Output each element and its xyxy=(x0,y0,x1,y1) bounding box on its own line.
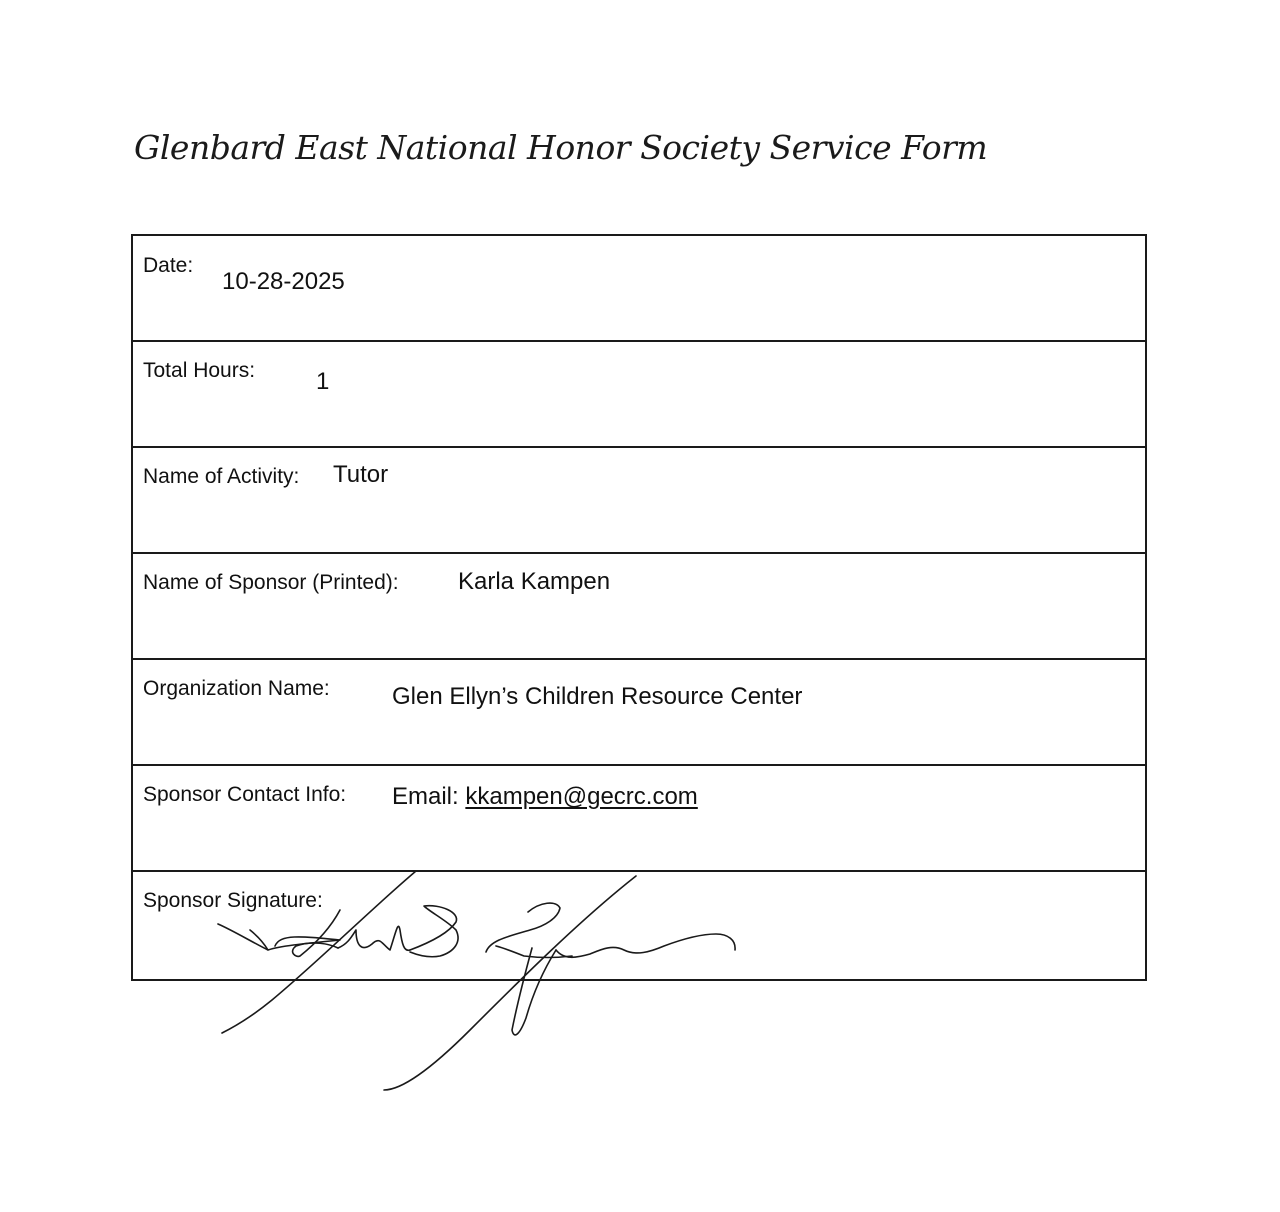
date-label: Date: xyxy=(143,254,194,277)
sponsor-email-link[interactable]: kkampen@gecrc.com xyxy=(465,783,698,810)
contact-value xyxy=(392,783,698,811)
activity-row xyxy=(133,448,1145,554)
contact-row xyxy=(133,766,1145,872)
signature-row xyxy=(133,872,1145,979)
activity-value: Tutor xyxy=(333,461,389,488)
contact-label: Sponsor Contact Info: xyxy=(143,783,347,806)
total-hours-label: Total Hours: xyxy=(143,359,256,382)
signature-label: Sponsor Signature: xyxy=(143,889,323,912)
activity-label: Name of Activity: xyxy=(143,465,300,488)
organization-row xyxy=(133,660,1145,766)
form-title: Glenbard East National Honor Society Service Form xyxy=(134,128,988,167)
date-row xyxy=(133,236,1145,342)
sponsor-name-value: Karla Kampen xyxy=(458,568,611,595)
email-prefix: Email: xyxy=(392,783,459,810)
organization-label: Organization Name: xyxy=(143,677,330,700)
date-value: 10-28-2025 xyxy=(222,268,345,295)
total-hours-value: 1 xyxy=(316,368,330,395)
sponsor-name-label: Name of Sponsor (Printed): xyxy=(143,571,399,594)
sponsor-name-row xyxy=(133,554,1145,660)
organization-value: Glen Ellyn’s Children Resource Center xyxy=(392,683,803,710)
total-hours-row xyxy=(133,342,1145,448)
service-form-table xyxy=(131,234,1147,981)
